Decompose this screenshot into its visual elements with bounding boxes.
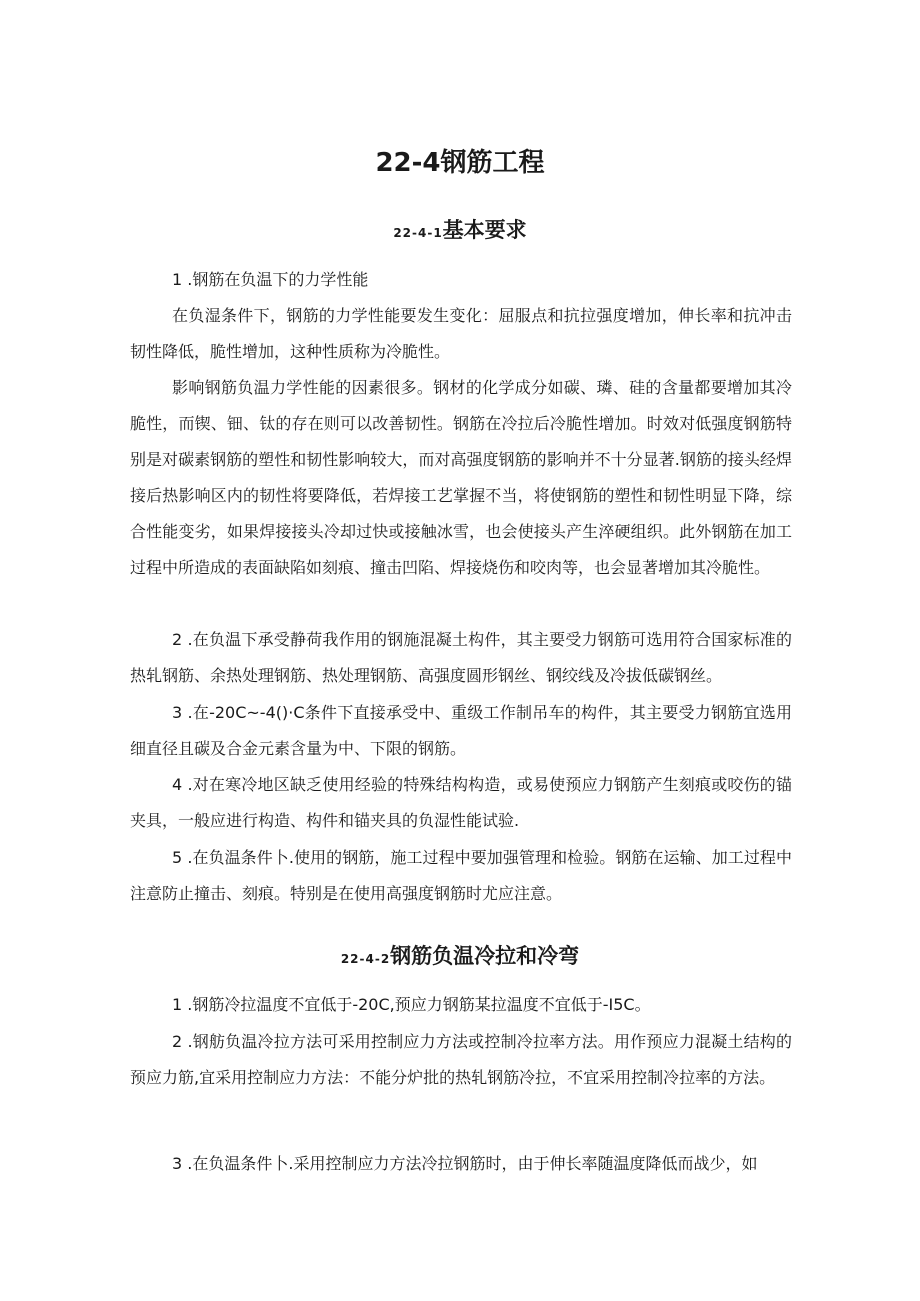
paragraph: 影响钢筋负温力学性能的因素很多。钢材的化学成分如碳、璘、硅的含量都要增加其冷脆性，而锲、钿、钛的存在则可以改善韧性。钢筋在冷拉后冷脆性增加。时效对低强度钢筋特别是对碳素钢筋的塑性和韧性影响较大，而对高强度钢筋的影响并不十分显著.钢筋的接头经焊接后热影响区内的韧性将要降低，若焊接工艺掌握不当，将使钢筋的塑性和韧性明显下降，综合性能变劣，如果焊接接头冷却过快或接触冰雪，也会使接头产生淬硬组织。此外钢筋在加工过程中所造成的表面缺陷如刻痕、撞击凹陷、焊接烧伤和咬肉等，也会显著增加其冷脆性。 [130, 378, 792, 577]
section-heading-text: 钢筋负温冷拉和冷弯 [390, 944, 580, 968]
paragraph: 2 .钢舫负温冷拉方法可采用控制应力方法或控制冷拉率方法。用作预应力混凝土结构的预应力筋,宜采用控制应力方法：不能分炉批的热轧钢筋冷拉，不宜采用控制冷拉率的方法。 [130, 1032, 792, 1087]
section-heading-1 [0, 214, 920, 244]
paragraph: 4 .对在寒冷地区缺乏使用经验的特殊结构构造，或易使预应力钢筋产生刻痕或咬伤的锚夹具，一般应进行构造、构件和锚夹具的负湿性能试验. [130, 775, 792, 830]
paragraph: 5 .在负温条件卜.使用的钢筋，施工过程中要加强管理和检验。钢筋在运输、加工过程中注意防止撞击、刻痕。特别是在使用高强度钢筋时尤应注意。 [130, 848, 792, 903]
document-title: 22-4钢筋工程 [375, 148, 545, 178]
section-heading-text: 基本要求 [442, 218, 527, 242]
section-heading-2 [0, 940, 920, 970]
paragraph: 2 .在负温下承受静荷我作用的钢施混凝土构件，其主要受力钢筋可选用符合国家标准的热轧钢筋、余热处理钢筋、热处理钢筋、高强度圆形钢丝、钢绞线及冷拔低碳钢丝。 [130, 630, 792, 685]
item-title: 1 .钢筋在负温下的力学性能 [172, 270, 369, 289]
paragraph: 在负湿条件下，钢筋的力学性能要发生变化：屈服点和抗拉强度增加，伸长率和抗冲击韧性降低，脆性增加，这种性质称为冷脆性。 [130, 306, 792, 361]
paragraph: 3 .在负温条件卜.采用控制应力方法冷拉钢筋时，由于伸长率随温度降低而战少，如 [172, 1154, 758, 1173]
paragraph: 3 .在-20C~-4()·C条件下直接承受中、重级工作制吊车的构件，其主要受力钢筋宜选用细直径且碳及合金元素含量为中、下限的钢筋。 [130, 703, 792, 758]
section-number: 22-4-2 [340, 952, 391, 966]
section-number: 22-4-1 [393, 226, 443, 240]
item-title: 1 .钢筋冷拉温度不宜低于-20C,预应力钢筋某拉温度不宜低于-I5C。 [172, 995, 651, 1014]
